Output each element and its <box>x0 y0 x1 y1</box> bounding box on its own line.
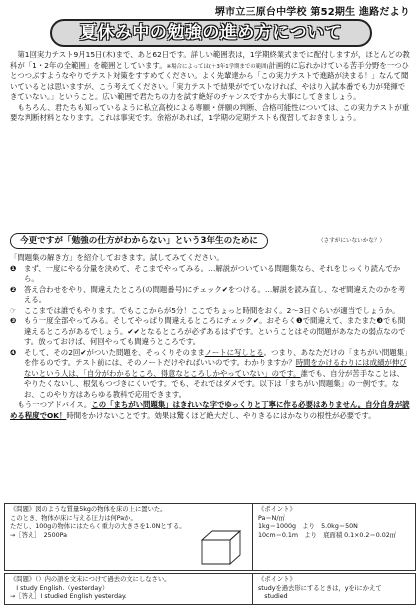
cube-diagram-icon <box>200 528 244 566</box>
step-4-underline-1: ノートに写しとる <box>204 347 264 357</box>
step-1-number: ❶ <box>10 263 17 273</box>
advice-text-b: 時間をかけないことです。効果は驚くほど絶大だし、やりきるにはかなりの根性が必要です。 <box>66 410 376 420</box>
example-science-point: Pa＝N/㎡ <box>258 514 285 522</box>
example-science <box>4 503 416 571</box>
intro-paragraph-2: もちろん、君たちも知っているように私立高校による専願・併願の判断、合格可能性については、この実力テストが重要な判断材料となります。これは事実です。余裕があれば，1学期の定期テストも復習しておきましょう。 <box>10 102 410 123</box>
advice-underline: この「まちがい問題集」はきれいな字でゆっくりと丁寧に作る必要はありません。自分自身が読める程度でOK！ <box>10 400 410 420</box>
method-heading <box>10 233 386 249</box>
step-4-text-c: 誰でも、自分が苦手なことは、やりたくないし、根気もつづきにくいです。でも、それではダメです。以下は「まちがい問題集」の一例です。なお、このやり方はあらゆる教科で応用できます。 <box>24 368 405 399</box>
intro-section <box>10 50 410 124</box>
example-english-point: studyを過去形にするときは，yをiにかえて <box>258 584 382 592</box>
step-3 <box>10 316 410 348</box>
example-english-line: →［答え］I studied English yesterday. <box>10 593 127 601</box>
example-english-line: I study English.（yesterday） <box>10 584 109 592</box>
example-english-point: 《ポイント》 <box>258 576 296 583</box>
example-science-line: ただし、100gの物体にはたらく重力の大きさを1.0Nとする。 <box>10 523 186 531</box>
example-science-line: 《問題》図のような質量5kgの物体を床の上に置いた。 <box>10 506 167 513</box>
pause-note <box>10 306 410 317</box>
method-heading-note: （さすがにいないかな？） <box>318 238 386 244</box>
example-english-points <box>253 574 415 604</box>
intro-text-b: 計画的に忘れかけている苦手分野を一つひとつつぶすようなやりでテスト対策をすすめてください。よく先輩達から「この実力テストで進路が決まる！」なんて聞いているとは思いますが、こう考えてください。「実力テストで結果がでていなければ、やはり入試本番でも力が発揮できていない。」ということ。広い範囲で君たちの力を試す絶好のチャンスですから大事にしてきましょう。 <box>10 60 409 102</box>
step-3-number: ❸ <box>10 316 17 326</box>
example-english-problem <box>5 574 253 604</box>
step-3-text: もう一度全部やってみる。そしてやっぱり間違えるところにチェック✔。おそらく❶で間違えて、またまた❸でも間違えるところがあるでしょう。✔✔となるところが必ずあるはずです。ということはその問題があなたの弱点なのです。放っておけば、何回やっても間違うところです。 <box>24 316 406 347</box>
pointing-hand-icon: ☞ <box>10 305 17 315</box>
example-science-point: 《ポイント》 <box>258 506 296 513</box>
example-science-line: このとき、物体が床に与える圧力は何Paか。 <box>10 514 137 522</box>
step-4-text-a: そして、その2回✔がついた問題を、そっくりそのまま <box>24 347 205 357</box>
step-2 <box>10 285 410 306</box>
newsletter-header: 堺市立三原台中学校 第52期生 進路だより <box>214 7 410 18</box>
method-intro: 「問題集の解き方」を紹介しておきます。試してみてください。 <box>10 253 224 262</box>
step-4-number: ❹ <box>10 347 17 357</box>
pause-note-text: ここまでは誰でもやります。でもここからが5分！ここでちょっと時間をおく。2～3日ぐらいが適当でしょうか。 <box>24 305 400 315</box>
example-science-point: 1kg＝1000g より 5.0kg＝50N <box>258 523 358 531</box>
step-4-text-b: 。つまり、あなただけの「まちがい問題集」を作るのです。テスト前には、そのノートだけやればいいのです。わかりますか？ <box>24 347 408 368</box>
example-english <box>4 573 416 605</box>
step-4-underline-2: 時間をかけるわりには成績が伸びないという人は、「自分がわかるところ、得意なところしかやっていない」のです。 <box>24 358 407 378</box>
method-heading-box: 今更ですが「勉強の仕方がわからない」という3年生のために <box>10 233 268 249</box>
step-4-text <box>24 348 410 401</box>
intro-paragraph-1 <box>10 50 410 103</box>
example-science-problem <box>5 504 253 570</box>
example-science-points <box>253 504 415 570</box>
step-4 <box>10 348 410 401</box>
page-title: 夏休み中の勉強の進め方について <box>50 19 372 47</box>
step-1-text: まず、一度にやる分量を決めて、そこまでやってみる。…解説がついている問題集なら、それをじっくり読んでから。 <box>24 263 401 284</box>
example-english-line: 《問題》（）内の語を文末につけて過去の文にしなさい。 <box>10 576 171 583</box>
advice-paragraph <box>10 400 410 421</box>
example-english-point: studied <box>258 593 288 601</box>
example-science-line: →［答え］ 2500Pa <box>10 532 68 540</box>
step-2-text: 答え合わせをやり、間違えたところ(の問題番号)にチェック✔をつける。…解説を読み直し、なぜ間違えたのかを考える。 <box>24 284 406 305</box>
method-section <box>10 253 410 421</box>
intro-text-a: 第1回実力テスト9月15日(木)まで、あと62日です。詳しい範囲表は，1学期終業式までに配付しますが，ほとんどの教科が「1・2年の全範囲」を範囲としています。 <box>10 50 410 70</box>
advice-text-a: もう一つアドバイス。 <box>17 400 92 410</box>
intro-scope-note: ※場合によっては(＋3年1学期までの範囲) <box>166 63 269 70</box>
step-1 <box>10 264 410 285</box>
example-problems <box>4 503 416 607</box>
step-2-number: ❷ <box>10 284 17 294</box>
example-science-point: 10cm＝0.1m より 底面積 0.1×0.2＝0.02㎡ <box>258 532 397 540</box>
